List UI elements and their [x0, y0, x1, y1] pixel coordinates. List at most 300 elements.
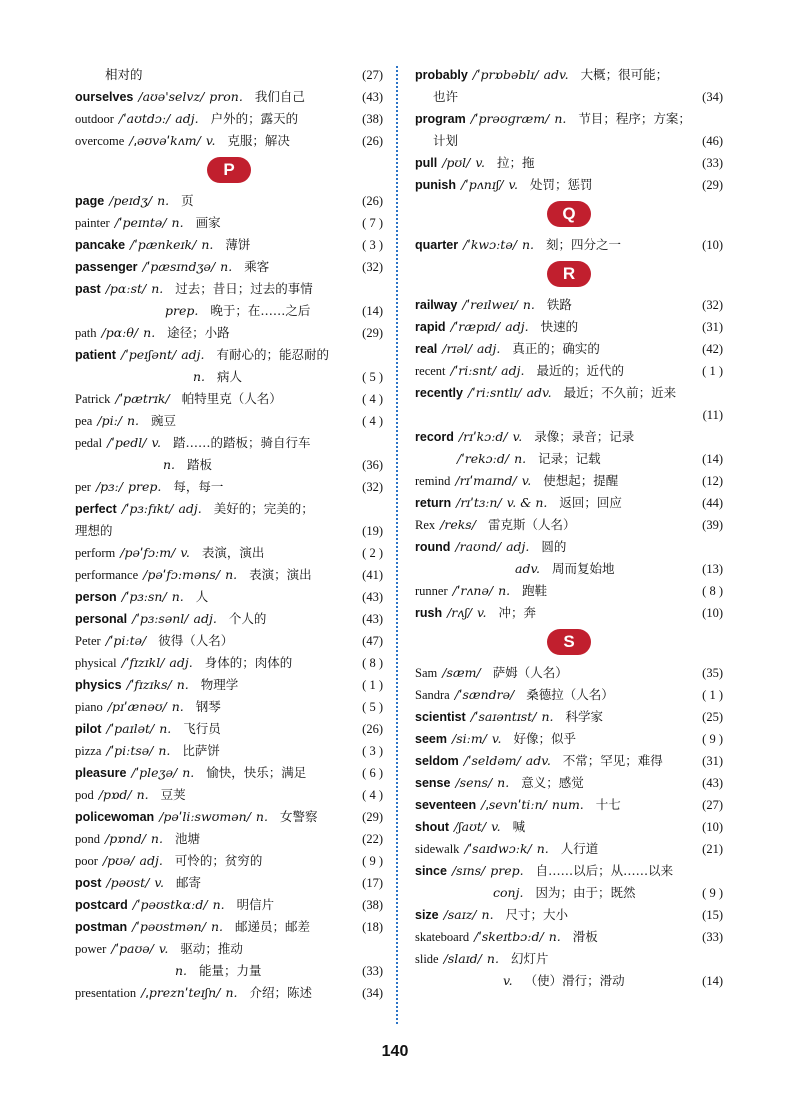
- entry-word: pleasure: [75, 766, 127, 780]
- entry-continuation: [415, 404, 723, 426]
- entry-unit-number: (17): [362, 876, 383, 890]
- entry-unit-number: ( 5 ): [362, 700, 383, 714]
- entry-part-of-speech: n.: [171, 589, 184, 604]
- entry-meaning: 驱动；推动: [180, 941, 243, 956]
- entry-unit-number: (12): [702, 474, 723, 488]
- entry-word: return: [415, 496, 452, 510]
- glossary-entry: [75, 828, 383, 850]
- glossary-entry: [415, 360, 723, 382]
- entry-unit-number: (43): [702, 776, 723, 790]
- glossary-entry: [75, 476, 383, 498]
- entry-part-of-speech: n.: [182, 765, 195, 780]
- entry-unit-number: (32): [702, 298, 723, 312]
- entry-unit-number: (46): [702, 134, 723, 148]
- entry-word: seventeen: [415, 798, 477, 812]
- entry-unit-number: ( 3 ): [362, 238, 383, 252]
- glossary-entry: [75, 850, 383, 872]
- glossary-entry: [75, 86, 383, 108]
- entry-meaning: 踏板: [187, 457, 213, 472]
- entry-phonetic: /ˌsevnˈtiːn/: [481, 797, 547, 812]
- entry-meaning: 晚于；在……之后: [210, 303, 311, 318]
- entry-meaning: 美好的；完美的；: [213, 501, 314, 516]
- entry-meaning: 也许: [433, 89, 459, 104]
- entry-phonetic: /ˈpleʒə/: [131, 765, 178, 780]
- entry-part-of-speech: n.: [175, 963, 188, 978]
- entry-part-of-speech: v.: [508, 177, 518, 192]
- entry-phonetic: /ˈreɪlweɪ/: [462, 297, 518, 312]
- entry-part-of-speech: n.: [536, 841, 549, 856]
- entry-meaning: 豌豆: [151, 413, 177, 428]
- glossary-entry: [415, 382, 723, 404]
- entry-continuation: [415, 970, 723, 992]
- entry-word: Peter: [75, 634, 101, 648]
- entry-meaning: 明信片: [236, 897, 275, 912]
- entry-word: path: [75, 326, 97, 340]
- page-number: 140: [381, 1043, 409, 1060]
- entry-part-of-speech: n.: [486, 951, 499, 966]
- entry-meaning: 物理学: [200, 677, 239, 692]
- entry-meaning: 铁路: [546, 297, 572, 312]
- entry-meaning: 喊: [512, 819, 526, 834]
- entry-word: rush: [415, 606, 443, 620]
- entry-part-of-speech: v.: [151, 435, 161, 450]
- entry-part-of-speech: adj.: [169, 655, 193, 670]
- entry-meaning: 彼得（人名）: [158, 633, 234, 648]
- entry-unit-number: (39): [702, 518, 723, 532]
- entry-phonetic: /ˈpɜːfɪkt/: [121, 501, 174, 516]
- entry-phonetic: /rɪəl/: [442, 341, 473, 356]
- entry-continuation: [75, 960, 383, 982]
- entry-word: remind: [415, 474, 451, 488]
- entry-phonetic: /siːm/: [451, 731, 487, 746]
- entry-word: presentation: [75, 986, 137, 1000]
- entry-unit-number: (10): [702, 820, 723, 834]
- glossary-entry: [75, 740, 383, 762]
- entry-unit-number: ( 4 ): [362, 788, 383, 802]
- glossary-entry: [75, 894, 383, 916]
- entry-meaning: 快速的: [540, 319, 579, 334]
- entry-continuation: [415, 130, 723, 152]
- entry-part-of-speech: prep.: [490, 863, 524, 878]
- glossary-entry: [75, 608, 383, 630]
- entry-unit-number: (33): [702, 156, 723, 170]
- entry-meaning: 好像；似乎: [513, 731, 576, 746]
- entry-meaning: 不常；罕见；难得: [562, 753, 663, 768]
- entry-phonetic: /ˈprəʊɡræm/: [470, 111, 550, 126]
- entry-unit-number: (14): [702, 974, 723, 988]
- entry-part-of-speech: n.: [157, 193, 170, 208]
- entry-part-of-speech: n.: [193, 369, 206, 384]
- entry-meaning: 画家: [195, 215, 221, 230]
- glossary-entry: [75, 278, 383, 300]
- entry-word: power: [75, 942, 107, 956]
- entry-part-of-speech: num.: [551, 797, 584, 812]
- entry-meaning: 周而复始地: [552, 561, 615, 576]
- section-letter-header: [415, 196, 723, 234]
- entry-phonetic: /ˈriːsnt/: [450, 363, 497, 378]
- entry-word: personal: [75, 612, 128, 626]
- entry-phonetic: /ˈskeɪtbɔːd/: [474, 929, 544, 944]
- entry-unit-number: (14): [362, 304, 383, 318]
- entry-word: pizza: [75, 744, 102, 758]
- entry-meaning: 人: [195, 589, 209, 604]
- glossary-entry: [75, 388, 383, 410]
- entry-unit-number: (32): [362, 260, 383, 274]
- entry-meaning: 桑德拉（人名）: [526, 687, 614, 702]
- entry-phonetic: /ˈpəʊstmən/: [132, 919, 206, 934]
- glossary-entry: [415, 684, 723, 706]
- entry-word: physics: [75, 678, 122, 692]
- glossary-entry: [75, 234, 383, 256]
- glossary-entry: [415, 750, 723, 772]
- entry-meaning: 刻；四分之一: [545, 237, 621, 252]
- glossary-entry: [415, 794, 723, 816]
- entry-part-of-speech: adj.: [139, 853, 163, 868]
- entry-continuation: [75, 454, 383, 476]
- entry-part-of-speech: adv.: [525, 753, 551, 768]
- entry-meaning: 页: [181, 193, 194, 208]
- entry-word: pedal: [75, 436, 103, 450]
- entry-word: postcard: [75, 898, 128, 912]
- entry-phonetic: /pʊə/: [102, 853, 135, 868]
- entry-word: pilot: [75, 722, 102, 736]
- entry-meaning: 户外的；露天的: [210, 111, 299, 126]
- entry-phonetic: /raʊnd/: [455, 539, 502, 554]
- entry-unit-number: (47): [362, 634, 383, 648]
- entry-part-of-speech: v.: [491, 819, 501, 834]
- entry-word: size: [415, 908, 439, 922]
- entry-meaning: 乘客: [244, 259, 270, 274]
- entry-phonetic: /ˈpɜːsn/: [121, 589, 167, 604]
- entry-part-of-speech: n.: [171, 699, 184, 714]
- entry-unit-number: ( 1 ): [362, 678, 383, 692]
- entry-word: pod: [75, 788, 94, 802]
- entry-unit-number: (29): [362, 326, 383, 340]
- entry-word: rapid: [415, 320, 446, 334]
- entry-meaning: 介绍；陈述: [249, 985, 312, 1000]
- glossary-entry: [75, 938, 383, 960]
- entry-unit-number: ( 7 ): [362, 216, 383, 230]
- entry-phonetic: /pɪˈænəʊ/: [107, 699, 167, 714]
- entry-unit-number: ( 6 ): [362, 766, 383, 780]
- entry-word: shout: [415, 820, 450, 834]
- glossary-entry: [75, 130, 383, 152]
- glossary-entry: [75, 564, 383, 586]
- entry-part-of-speech: n.: [497, 775, 510, 790]
- entry-unit-number: (10): [702, 606, 723, 620]
- entry-meaning: 身体的；肉体的: [204, 655, 293, 670]
- glossary-entry: [415, 816, 723, 838]
- entry-unit-number: (33): [702, 930, 723, 944]
- entry-word: past: [75, 282, 101, 296]
- entry-part-of-speech: n.: [521, 237, 534, 252]
- entry-part-of-speech: adj.: [505, 319, 529, 334]
- glossary-entry: [415, 860, 723, 882]
- entry-unit-number: ( 1 ): [702, 364, 723, 378]
- glossary-entry: [415, 926, 723, 948]
- entry-meaning: 因为；由于；既然: [535, 885, 636, 900]
- entry-unit-number: (22): [362, 832, 383, 846]
- glossary-entry: [75, 674, 383, 696]
- entry-word: pancake: [75, 238, 126, 252]
- entry-word: person: [75, 590, 117, 604]
- glossary-entry: [75, 982, 383, 1004]
- entry-phonetic: /ˈræpɪd/: [450, 319, 501, 334]
- entry-continuation: [415, 558, 723, 580]
- entry-part-of-speech: adj.: [175, 111, 199, 126]
- entry-meaning: 真正的；确实的: [512, 341, 600, 356]
- entry-phonetic: /ˈpeɪntə/: [114, 215, 167, 230]
- entry-word: punish: [415, 178, 456, 192]
- entry-meaning: 我们自己: [254, 89, 305, 104]
- glossary-entry: [415, 536, 723, 558]
- entry-part-of-speech: n.: [225, 567, 238, 582]
- entry-unit-number: (19): [362, 524, 383, 538]
- entry-meaning: 滑板: [572, 929, 598, 944]
- entry-word: round: [415, 540, 451, 554]
- entry-meaning: 科学家: [565, 709, 603, 724]
- entry-part-of-speech: v.: [154, 875, 164, 890]
- entry-meaning: 可怜的；贫穷的: [174, 853, 263, 868]
- entry-meaning: 池塘: [174, 831, 200, 846]
- entry-part-of-speech: n.: [210, 919, 223, 934]
- entry-meaning: 雷克斯（人名）: [487, 517, 576, 532]
- entry-unit-number: (32): [362, 480, 383, 494]
- glossary-entry: [415, 294, 723, 316]
- entry-part-of-speech: adj.: [501, 363, 525, 378]
- right-column: [415, 64, 723, 992]
- section-letter-header: [415, 624, 723, 662]
- entry-unit-number: ( 3 ): [362, 744, 383, 758]
- glossary-entry: [415, 602, 723, 624]
- entry-unit-number: ( 9 ): [702, 886, 723, 900]
- entry-word: perform: [75, 546, 116, 560]
- entry-part-of-speech: n.: [220, 259, 233, 274]
- entry-unit-number: (14): [702, 452, 723, 466]
- entry-phonetic: /pəˈfɔːm/: [120, 545, 176, 560]
- entry-word: sidewalk: [415, 842, 460, 856]
- glossary-entry: [415, 234, 723, 256]
- entry-phonetic: /ˈprɒbəblɪ/: [472, 67, 539, 82]
- glossary-entry: [75, 108, 383, 130]
- entry-part-of-speech: n.: [163, 457, 176, 472]
- entry-word: ourselves: [75, 90, 134, 104]
- column-divider: [396, 66, 398, 1024]
- glossary-entry: [75, 718, 383, 740]
- entry-meaning: 踏……的踏板；骑自行车: [173, 435, 311, 450]
- entry-meaning: 尺寸；大小: [505, 907, 569, 922]
- entry-phonetic: /ˈpəʊstkɑːd/: [132, 897, 208, 912]
- entry-unit-number: (38): [362, 898, 383, 912]
- entry-word: physical: [75, 656, 117, 670]
- glossary-entry: [415, 64, 723, 86]
- entry-unit-number: (26): [362, 722, 383, 736]
- glossary-entry: [415, 426, 723, 448]
- entry-phonetic: /ˈfɪzɪks/: [126, 677, 172, 692]
- entry-phonetic: /ˈpeɪʃənt/: [120, 347, 177, 362]
- entry-meaning: 理想的: [75, 523, 113, 538]
- entry-word: painter: [75, 216, 110, 230]
- entry-meaning: 相对的: [105, 67, 143, 82]
- entry-word: railway: [415, 298, 458, 312]
- entry-word: skateboard: [415, 930, 470, 944]
- glossary-entry: [75, 344, 383, 366]
- entry-unit-number: ( 5 ): [362, 370, 383, 384]
- entry-unit-number: (43): [362, 612, 383, 626]
- glossary-entry: [75, 432, 383, 454]
- glossary-entry: [75, 696, 383, 718]
- entry-phonetic: /ˈpʌnɪʃ/: [460, 177, 504, 192]
- entry-phonetic: /ˈsaɪdwɔːk/: [464, 841, 532, 856]
- entry-unit-number: (41): [362, 568, 383, 582]
- entry-phonetic: /ˈpæsɪndʒə/: [142, 259, 216, 274]
- entry-unit-number: ( 8 ): [702, 584, 723, 598]
- entry-part-of-speech: n.: [159, 721, 172, 736]
- left-column: [75, 64, 383, 1004]
- entry-phonetic: /rɪˈkɔːd/: [458, 429, 508, 444]
- entry-unit-number: ( 4 ): [362, 392, 383, 406]
- entry-unit-number: ( 9 ): [362, 854, 383, 868]
- glossary-entry: [75, 762, 383, 784]
- entry-word: Sam: [415, 666, 438, 680]
- entry-unit-number: (13): [702, 562, 723, 576]
- entry-phonetic: /ˈpedl/: [107, 435, 147, 450]
- glossary-entry: [75, 322, 383, 344]
- entry-meaning: 拉；拖: [496, 155, 535, 170]
- glossary-entry: [75, 916, 383, 938]
- entry-unit-number: (15): [702, 908, 723, 922]
- entry-phonetic: /ˈpiːtə/: [105, 633, 147, 648]
- entry-part-of-speech: adj.: [477, 341, 501, 356]
- entry-phonetic: /pɑːθ/: [101, 325, 139, 340]
- entry-phonetic: /ˈrʌnə/: [452, 583, 494, 598]
- entry-word: post: [75, 876, 102, 890]
- glossary-entry: [415, 904, 723, 926]
- glossary-entry: [415, 514, 723, 536]
- entry-phonetic: /ˈsændrə/: [454, 687, 515, 702]
- entry-word: slide: [415, 952, 439, 966]
- entry-word: Sandra: [415, 688, 450, 702]
- entry-meaning: 录像；录音；记录: [534, 429, 635, 444]
- entry-unit-number: (11): [702, 408, 723, 422]
- entry-meaning: 愉快，快乐；满足: [206, 765, 307, 780]
- entry-part-of-speech: n.: [136, 787, 149, 802]
- entry-unit-number: (31): [702, 320, 723, 334]
- glossary-entry: [415, 662, 723, 684]
- entry-unit-number: ( 9 ): [702, 732, 723, 746]
- entry-word: recent: [415, 364, 446, 378]
- entry-part-of-speech: pron.: [209, 89, 243, 104]
- entry-continuation: [415, 86, 723, 108]
- entry-phonetic: /ˈfɪzɪkl/: [121, 655, 165, 670]
- entry-part-of-speech: v.: [476, 605, 487, 620]
- entry-word: quarter: [415, 238, 459, 252]
- entry-unit-number: (21): [702, 842, 723, 856]
- glossary-entry: [75, 652, 383, 674]
- entry-meaning: 人行道: [560, 841, 599, 856]
- entry-phonetic: /rɪˈmaɪnd/: [455, 473, 517, 488]
- entry-part-of-speech: v.: [512, 429, 523, 444]
- glossary-entry: [75, 806, 383, 828]
- entry-meaning: 表演，演出: [201, 545, 265, 560]
- entry-unit-number: (34): [362, 986, 383, 1000]
- entry-continuation: [75, 366, 383, 388]
- entry-part-of-speech: v. & n.: [506, 495, 548, 510]
- entry-part-of-speech: n.: [498, 583, 511, 598]
- glossary-entry: [75, 498, 383, 520]
- entry-phonetic: /sens/: [455, 775, 493, 790]
- entry-unit-number: (38): [362, 112, 383, 126]
- entry-word: pond: [75, 832, 100, 846]
- entry-word: passenger: [75, 260, 138, 274]
- entry-phonetic: /slaɪd/: [443, 951, 482, 966]
- entry-meaning: 比萨饼: [182, 743, 220, 758]
- entry-continuation: [75, 64, 383, 86]
- entry-unit-number: ( 8 ): [362, 656, 383, 670]
- entry-part-of-speech: n.: [127, 413, 140, 428]
- entry-unit-number: (25): [702, 710, 723, 724]
- entry-unit-number: (29): [702, 178, 723, 192]
- entry-meaning: 途径；小路: [167, 325, 230, 340]
- entry-phonetic: /ʃaʊt/: [454, 819, 487, 834]
- glossary-entry: [75, 784, 383, 806]
- entry-meaning: 十七: [595, 797, 621, 812]
- entry-phonetic: /ˈpætrɪk/: [115, 391, 170, 406]
- glossary-entry: [415, 174, 723, 196]
- entry-part-of-speech: n.: [151, 281, 164, 296]
- entry-phonetic: /aʊə'selvz/: [138, 89, 205, 104]
- entry-phonetic: /ˈpænkeɪk/: [130, 237, 197, 252]
- entry-phonetic: /ˈseldəm/: [463, 753, 521, 768]
- entry-part-of-speech: n.: [522, 297, 535, 312]
- entry-continuation: [415, 882, 723, 904]
- entry-unit-number: (26): [362, 194, 383, 208]
- entry-unit-number: (31): [702, 754, 723, 768]
- entry-part-of-speech: adj.: [506, 539, 530, 554]
- entry-meaning: 帕特里克（人名）: [181, 391, 282, 406]
- glossary-entry: [75, 190, 383, 212]
- entry-meaning: 节目；程序；方案；: [578, 111, 691, 126]
- entry-part-of-speech: n.: [541, 709, 554, 724]
- entry-word: recently: [415, 386, 463, 400]
- entry-phonetic: /sæm/: [442, 665, 481, 680]
- entry-meaning: 返回；回应: [559, 495, 622, 510]
- entry-unit-number: (26): [362, 134, 383, 148]
- entry-phonetic: /ˈsaɪəntɪst/: [470, 709, 537, 724]
- entry-unit-number: (18): [362, 920, 383, 934]
- glossary-entry: [415, 338, 723, 360]
- entry-meaning: 最近；不久前；近来: [563, 385, 677, 400]
- glossary-entry: [75, 630, 383, 652]
- entry-phonetic: /ˌəʊvəˈkʌm/: [129, 133, 201, 148]
- entry-part-of-speech: n.: [548, 929, 561, 944]
- entry-meaning: （使）滑行；滑动: [524, 973, 625, 988]
- section-letter-header: [75, 152, 383, 190]
- entry-unit-number: (36): [362, 458, 383, 472]
- entry-part-of-speech: n.: [171, 215, 184, 230]
- entry-word: overcome: [75, 134, 125, 148]
- entry-word: program: [415, 112, 466, 126]
- entry-part-of-speech: adj.: [181, 347, 205, 362]
- entry-meaning: 使想起；提醒: [543, 473, 619, 488]
- entry-unit-number: (10): [702, 238, 723, 252]
- entry-meaning: 有耐心的；能忍耐的: [216, 347, 330, 362]
- entry-phonetic: /rɪˈtɜːn/: [456, 495, 502, 510]
- entry-word: perfect: [75, 502, 117, 516]
- entry-meaning: 幻灯片: [510, 951, 549, 966]
- entry-part-of-speech: v.: [491, 731, 502, 746]
- entry-unit-number: (27): [362, 68, 383, 82]
